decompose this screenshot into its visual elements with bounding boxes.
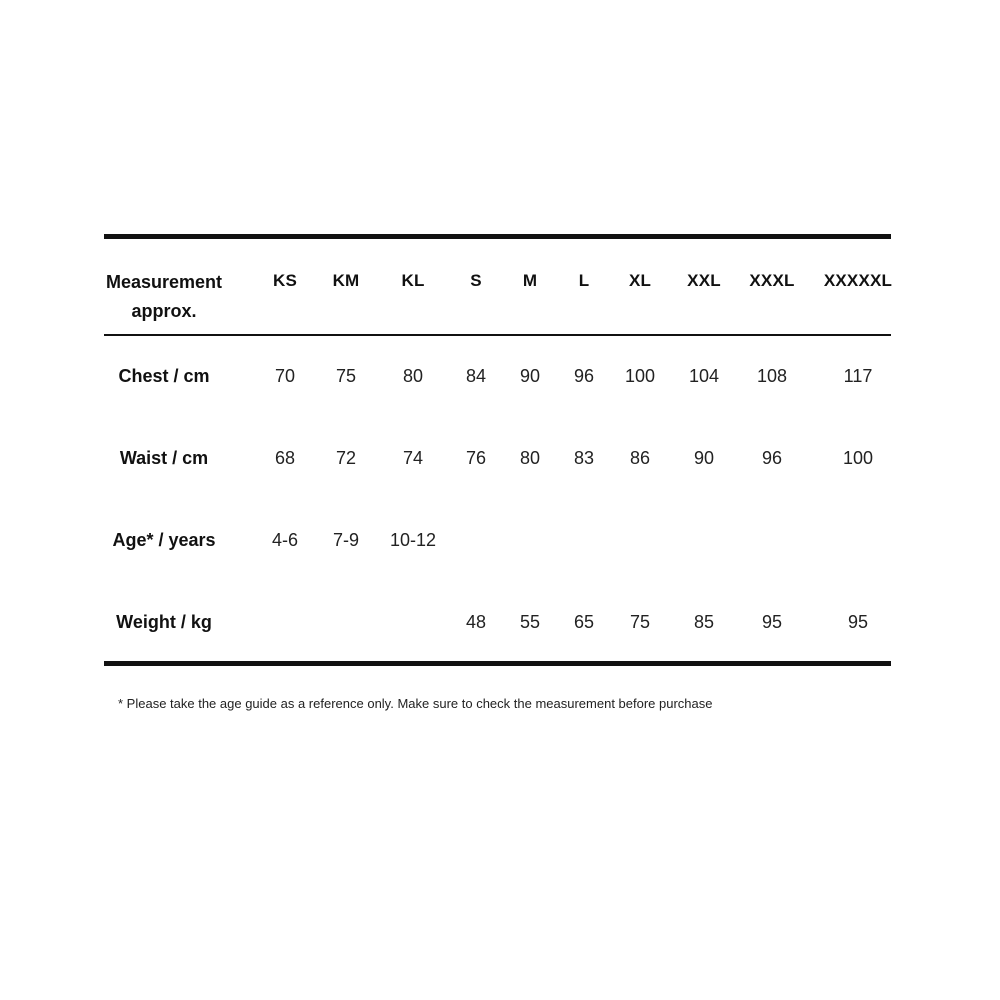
table-cell: 90 xyxy=(693,448,715,468)
header-divider xyxy=(104,334,891,336)
table-cell: 75 xyxy=(629,612,651,632)
table-cell: 84 xyxy=(465,366,487,386)
row-label: Age* / years xyxy=(112,530,216,550)
table-cell: 86 xyxy=(629,448,651,468)
size-header-xxl: XXL xyxy=(687,271,721,290)
table-cell: 85 xyxy=(693,612,715,632)
table-cell: 95 xyxy=(847,612,869,632)
table-cell: 95 xyxy=(761,612,783,632)
table-cell: 48 xyxy=(465,612,487,632)
table-cell: 108 xyxy=(756,366,788,386)
table-cell: 68 xyxy=(274,448,296,468)
table-top-rule xyxy=(104,234,891,239)
size-header-xxxl: XXXL xyxy=(749,271,795,290)
table-cell: 117 xyxy=(843,366,873,386)
table-cell: 96 xyxy=(573,366,595,386)
table-cell: 83 xyxy=(573,448,595,468)
size-header-s: S xyxy=(470,271,482,290)
row-label: Waist / cm xyxy=(119,448,209,468)
size-header-l: L xyxy=(578,271,590,290)
size-header-xl: XL xyxy=(628,271,652,290)
table-cell: 100 xyxy=(624,366,656,386)
table-cell: 96 xyxy=(761,448,783,468)
size-header-xxxxxl: XXXXXL xyxy=(823,271,893,290)
row-label: Weight / kg xyxy=(116,612,212,632)
size-header-km: KM xyxy=(332,271,360,290)
size-header-kl: KL xyxy=(401,271,425,290)
table-cell: 55 xyxy=(519,612,541,632)
measurement-header xyxy=(104,268,224,326)
table-cell: 104 xyxy=(688,366,720,386)
table-cell: 100 xyxy=(842,448,874,468)
table-cell: 70 xyxy=(274,366,296,386)
size-header-m: M xyxy=(522,271,538,290)
table-cell: 7-9 xyxy=(332,530,360,550)
measurement-header-line2: approx. xyxy=(131,301,197,321)
row-label: Chest / cm xyxy=(118,366,210,386)
table-cell: 4-6 xyxy=(271,530,299,550)
table-cell: 75 xyxy=(335,366,357,386)
table-cell: 74 xyxy=(402,448,424,468)
table-cell: 10-12 xyxy=(389,530,437,550)
measurement-header-line1: Measurement xyxy=(105,272,223,292)
table-cell: 72 xyxy=(335,448,357,468)
table-cell: 80 xyxy=(519,448,541,468)
table-cell: 80 xyxy=(402,366,424,386)
table-cell: 76 xyxy=(465,448,487,468)
size-header-ks: KS xyxy=(272,271,298,290)
table-bottom-rule xyxy=(104,661,891,666)
table-cell: 65 xyxy=(573,612,595,632)
table-cell: 90 xyxy=(519,366,541,386)
age-guide-footnote: * Please take the age guide as a reference only. Make sure to check the measurement before purchase xyxy=(118,696,713,711)
